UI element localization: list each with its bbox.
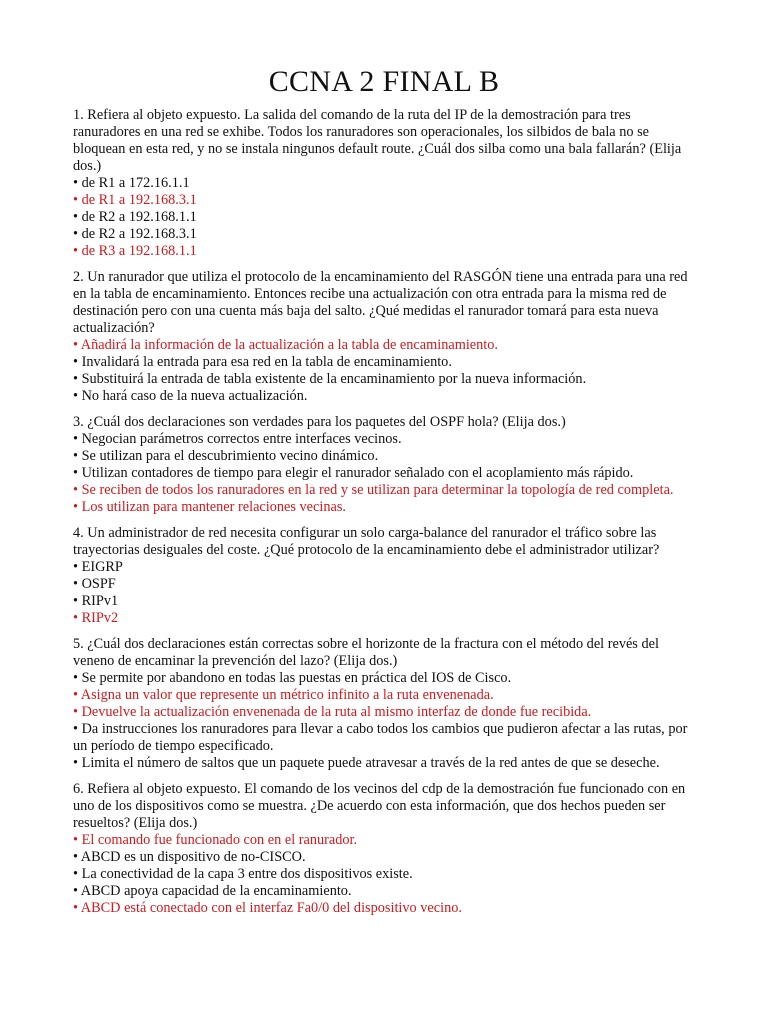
answer-option: • de R1 a 172.16.1.1 xyxy=(73,175,190,191)
answer-option: • de R2 a 192.168.1.1 xyxy=(73,209,197,225)
question-text: 6. Refiera al objeto expuesto. El comando de los vecinos del cdp de la demostración fue funcionado con en uno de los dispositivos como se muestra. ¿De acuerdo con esta información, que dos hechos pueden ser resueltos? (Elija dos.) xyxy=(73,781,686,831)
answer-option-correct: • de R3 a 192.168.1.1 xyxy=(73,243,197,259)
question-text: 2. Un ranurador que utiliza el protocolo de la encaminamiento del RASGÓN tiene una entrada para una red en la tabla de encaminamiento. Entonces recibe una actualización con otra entrada para la misma red de destinación pero con una cuenta más baja del salto. ¿Qué medidas el ranurador tomará para esta nueva actualización? xyxy=(73,269,688,336)
answer-option: • ABCD es un dispositivo de no-CISCO. xyxy=(73,849,306,865)
answer-option: • RIPv1 xyxy=(73,593,119,609)
answer-option-correct: • RIPv2 xyxy=(73,610,119,626)
question-3 xyxy=(73,414,698,516)
answer-option: • Se utilizan para el descubrimiento vecino dinámico. xyxy=(73,448,379,464)
answer-option: • EIGRP xyxy=(73,559,123,575)
question-4 xyxy=(73,525,698,627)
answer-option: • Substituirá la entrada de tabla existente de la encaminamiento por la nueva información. xyxy=(73,371,587,387)
answer-option: • Limita el número de saltos que un paquete puede atravesar a través de la red antes de que se deseche. xyxy=(73,755,660,771)
page-title: CCNA 2 FINAL B xyxy=(268,65,500,98)
question-text: 5. ¿Cuál dos declaraciones están correctas sobre el horizonte de la fractura con el método del revés del veneno de encaminar la prevención del lazo? (Elija dos.) xyxy=(73,636,659,669)
question-text: 3. ¿Cuál dos declaraciones son verdades para los paquetes del OSPF hola? (Elija dos.) xyxy=(73,414,566,430)
answer-option-correct: • Devuelve la actualización envenenada de la ruta al mismo interfaz de donde fue recibida. xyxy=(73,704,592,720)
answer-option: • ABCD apoya capacidad de la encaminamiento. xyxy=(73,883,352,899)
answer-option: • de R2 a 192.168.3.1 xyxy=(73,226,197,242)
question-text: 1. Refiera al objeto expuesto. La salida del comando de la ruta del IP de la demostración para tres ranuradores en una red se exhibe. Todos los ranuradores son operacionales, los silbidos de bala no se bloquean en esta red, y no se instala ningunos default route. ¿Cuál dos silba como una bala fallarán? (Elija dos.) xyxy=(73,107,682,174)
answer-option: • Invalidará la entrada para esa red en la tabla de encaminamiento. xyxy=(73,354,452,370)
answer-option-correct: • Se reciben de todos los ranuradores en la red y se utilizan para determinar la topología de red completa. xyxy=(73,482,674,498)
question-text: 4. Un administrador de red necesita configurar un solo carga-balance del ranurador el tráfico sobre las trayectorias desiguales del coste. ¿Qué protocolo de la encaminamiento debe el administrador utilizar? xyxy=(73,525,660,558)
question-5 xyxy=(73,636,698,772)
answer-option: • No hará caso de la nueva actualización. xyxy=(73,388,308,404)
answer-option-correct: • de R1 a 192.168.3.1 xyxy=(73,192,197,208)
questions-list xyxy=(73,107,698,926)
question-2 xyxy=(73,269,698,405)
answer-option: • Negocian parámetros correctos entre interfaces vecinos. xyxy=(73,431,402,447)
answer-option: • Se permite por abandono en todas las puestas en práctica del IOS de Cisco. xyxy=(73,670,512,686)
answer-option: • La conectividad de la capa 3 entre dos dispositivos existe. xyxy=(73,866,413,882)
answer-option: • Utilizan contadores de tiempo para elegir el ranurador señalado con el acoplamiento más rápido. xyxy=(73,465,634,481)
question-6 xyxy=(73,781,698,917)
question-1 xyxy=(73,107,698,260)
answer-option-correct: • ABCD está conectado con el interfaz Fa0/0 del dispositivo vecino. xyxy=(73,900,462,916)
answer-option-correct: • Los utilizan para mantener relaciones vecinas. xyxy=(73,499,346,515)
answer-option-correct: • Añadirá la información de la actualización a la tabla de encaminamiento. xyxy=(73,337,498,353)
answer-option: • Da instrucciones los ranuradores para llevar a cabo todos los cambios que pudieron afectar a las rutas, por un período de tiempo especificado. xyxy=(73,721,688,754)
answer-option: • OSPF xyxy=(73,576,116,592)
answer-option-correct: • El comando fue funcionado con en el ranurador. xyxy=(73,832,358,848)
answer-option-correct: • Asigna un valor que represente un métrico infinito a la ruta envenenada. xyxy=(73,687,494,703)
